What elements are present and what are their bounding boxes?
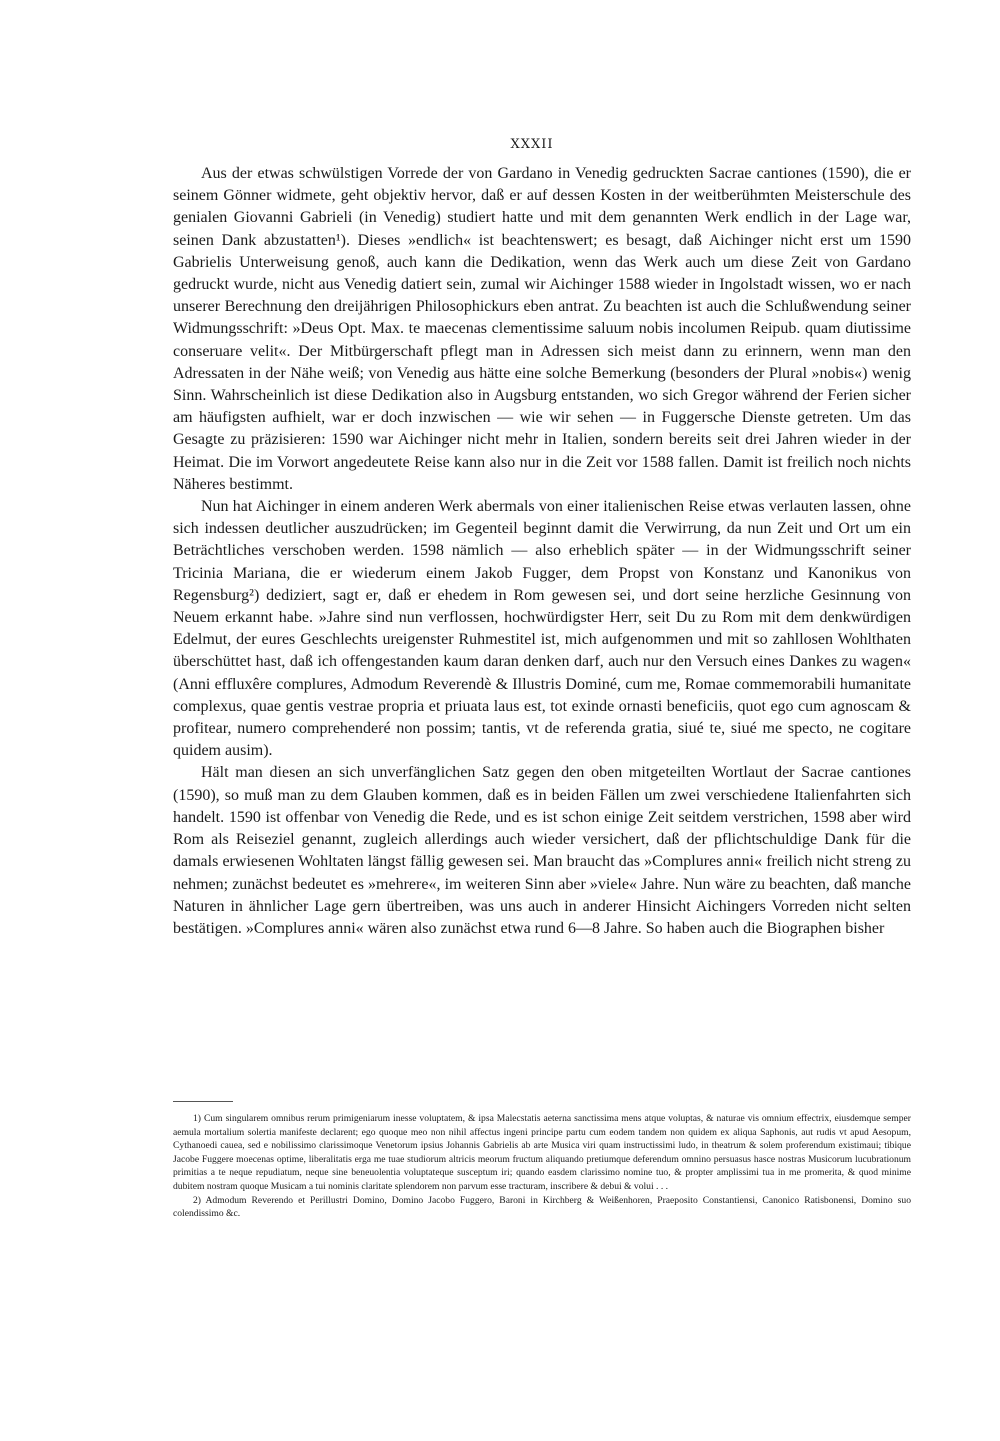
paragraph-1: Aus der etwas schwülstigen Vorrede der von Gardano in Venedig gedruckten Sacrae cantiones (1590), die er seinem Gönner widmete, geht objektiv hervor, daß er auf dessen Kosten in der weitberühmten Meisterschule des genialen Giovanni Gabrieli (in Venedig) studiert hatte und mit dem genannten Werk endlich in der Lage war, seinen Dank abzustatten¹). Dieses »endlich« ist beachtenswert; es besagt, daß Aichinger nicht erst um 1590 Gabrielis Unterweisung genoß, auch kann die Dedikation, wenn das Werk auch um diese Zeit von Gardano gedruckt wurde, nicht aus Venedig datiert sein, zumal wir Aichinger 1588 wieder in Ingolstadt wissen, wo er nach unserer Berechnung den dreijährigen Philosophickurs eben antrat. Zu beachten ist auch die Schlußwendung seiner Widmungsschrift: »Deus Opt. Max. te maecenas clementissime saluum nobis incolumen Reipub. quam diutissime conseruare velit«. Der Mitbürgerschaft pflegt man in Adressen sich meist dann zu erinnern, wenn man den Adressaten in der Nähe weiß; von Venedig aus hätte eine solche Bemerkung (besonders der Plural »nobis«) wenig Sinn. Wahrscheinlich ist diese Dedikation also in Augsburg entstanden, wo sich Gregor während der Ferien sicher am häufigsten aufhielt, war er doch inzwischen — wie wir sehen — in Fuggersche Dienste getreten. Um das Gesagte zu präzisieren: 1590 war Aichinger nicht mehr in Italien, sondern bereits seit drei Jahren wieder in der Heimat. Die im Vorwort angedeutete Reise kann also nur in die Zeit vor 1588 fallen. Damit ist freilich noch nichts Näheres bestimmt. [173,165,911,493]
paragraph-2: Nun hat Aichinger in einem anderen Werk abermals von einer italienischen Reise etwas verlauten lassen, ohne sich indessen deutlicher auszudrücken; im Gegenteil beginnt damit die Verwirrung, da nun Zeit und Ort um ein Beträchtliches verschoben werden. 1598 nämlich — also erheblich später — in der Widmungsschrift seiner Tricinia Mariana, die er wiederum einem Jakob Fugger, dem Propst von Konstanz und Kanonikus von Regensburg²) dediziert, sagt er, daß er ehedem in Rom gewesen sei, und dort seine herzliche Gesinnung von Neuem erkannt habe. »Jahre sind nun verflossen, hochwürdigster Herr, seit Du zu Rom mit dem denkwürdigen Edelmut, der eures Geschlechts ureigenster Ruhmestitel ist, mich aufgenommen und mit so zahllosen Wohlthaten überschüttet hast, daß ich offengestanden kaum daran denken darf, auch nur den Versuch eines Dankes zu wagen« (Anni effluxêre complures, Admodum Reverendè & Illustris Dominé, cum me, Romae commemorabili humanitate complexus, quae gentis vestrae propria et priuata laus est, tot exinde ornasti beneficiis, quot ego cum agnoscam & profitear, numero comprehenderé non possim; tantis, vt de referenda gratia, siué te, siué me specto, ne cogitare quidem ausim). [173,498,911,760]
footnotes [173,1112,911,1221]
page-number: XXXII [510,137,554,152]
paragraph-3: Hält man diesen an sich unverfänglichen Satz gegen den oben mitgeteilten Wortlaut der Sacrae cantiones (1590), so muß man zu dem Glauben kommen, daß es in beiden Fällen um zwei verschiedene Italienfahrten sich handelt. 1590 ist offenbar von Venedig die Rede, und es ist schon einige Zeit seitdem verstrichen, 1598 aber wird Rom als Reiseziel genannt, zugleich allerdings auch wieder versichert, daß der pflichtschuldige Dank für die damals erwiesenen Wohltaten längst fällig gewesen sei. Man braucht das »Complures anni« freilich nicht streng zu nehmen; zunächst bedeutet es »mehrere«, im weiteren Sinn aber »viele« Jahre. Nun wäre zu beachten, daß manche Naturen in ähnlicher Lage gern übertreiben, was uns auch in anderer Hinsicht Aichingers Vorreden nicht selten bestätigen. »Complures anni« wären also zunächst etwa rund 6—8 Jahre. So haben auch die Biographen bisher [173,764,911,937]
footnote-2: 2) Admodum Reverendo et Perillustri Domino, Domino Jacobo Fuggero, Baroni in Kirchberg & Weißenhoren, Praeposito Constantiensi, Canonico Ratisbonensi, Domino suo colendissimo &c. [173,1194,911,1220]
main-text [173,163,911,940]
footnote-1: 1) Cum singularem omnibus rerum primigeniarum inesse voluptatem, & ipsa Malecstatis aeterna sanctissima mens atque voluptas, & naturae vis omnium effectrix, eiusdemque semper aemula mortalium solertia manifeste declarent; ego quoque meo non nihil affectus ingeni principe partu cum eodem tandem non quidem ex aliqua Saphonis, aut rudis vt apud Aesopum, Cythanoedi cauea, sed e nobilissimo clarissimoque Venetorum ipsius Johannis Gabrielis ab arte Musica viri quam instructissimi ludo, in theatrum & solem proferendum existimaui; tibique Jacobe Fuggere moecenas optime, liberalitatis erga me tuae studiorum altricis meorum fructum aliquando pretiumque deferendum omnino persuasus hasce nostras Musicorum lucubrationum primitias a te neque repudiatum, neque sine beneuolentia voluptateque susceptum iri; quando easdem clarissimo nomine tuo, & propter amplissimi tua in me promerita, & quod minime dubitem nostram quoque Musicam a tui nominis claritate splendorem non parvum esse tracturam, inscribere & debui & volui . . . [173,1113,911,1192]
footnote-divider [173,1101,233,1102]
